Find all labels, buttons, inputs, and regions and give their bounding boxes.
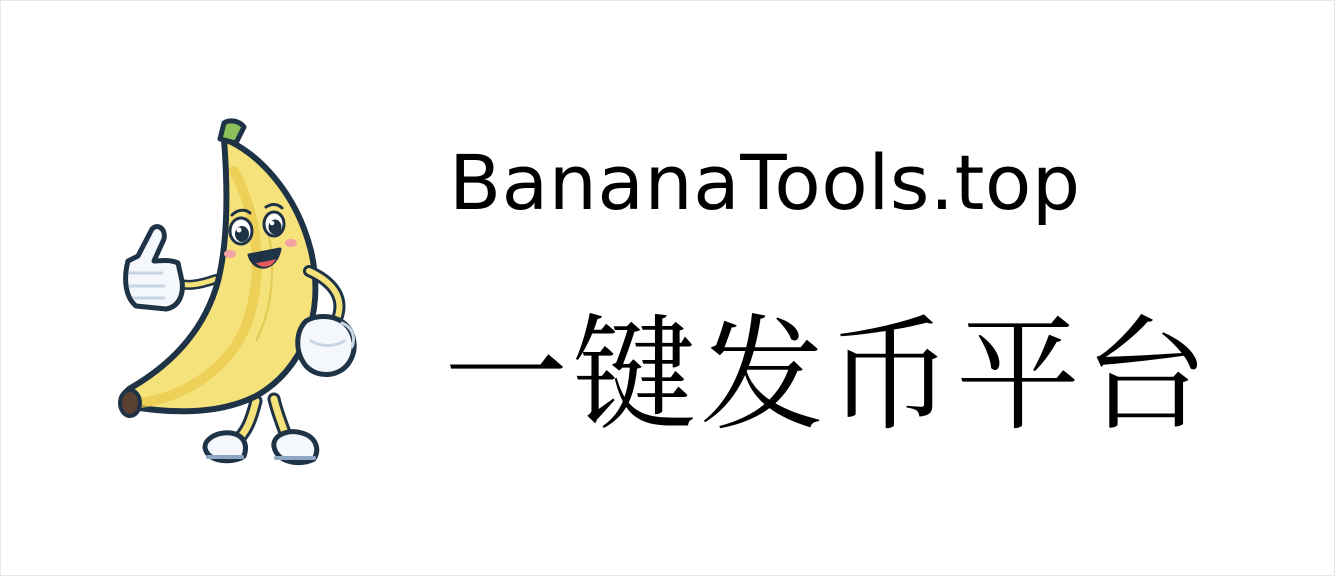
mascot-right-cheek (285, 239, 297, 247)
mascot-right-glove (298, 317, 354, 375)
mascot-left-shoe (205, 433, 245, 461)
mascot-tip (120, 390, 140, 416)
site-name: BananaTools.top (449, 138, 1081, 227)
mascot-right-shoe (274, 432, 317, 463)
mascot-thumbs-up-glove (126, 227, 183, 309)
banana-mascot-icon (106, 111, 386, 481)
tagline: 一键发币平台 (444, 304, 1213, 448)
mascot-left-cheek (224, 250, 236, 258)
mascot-stem (220, 121, 244, 143)
